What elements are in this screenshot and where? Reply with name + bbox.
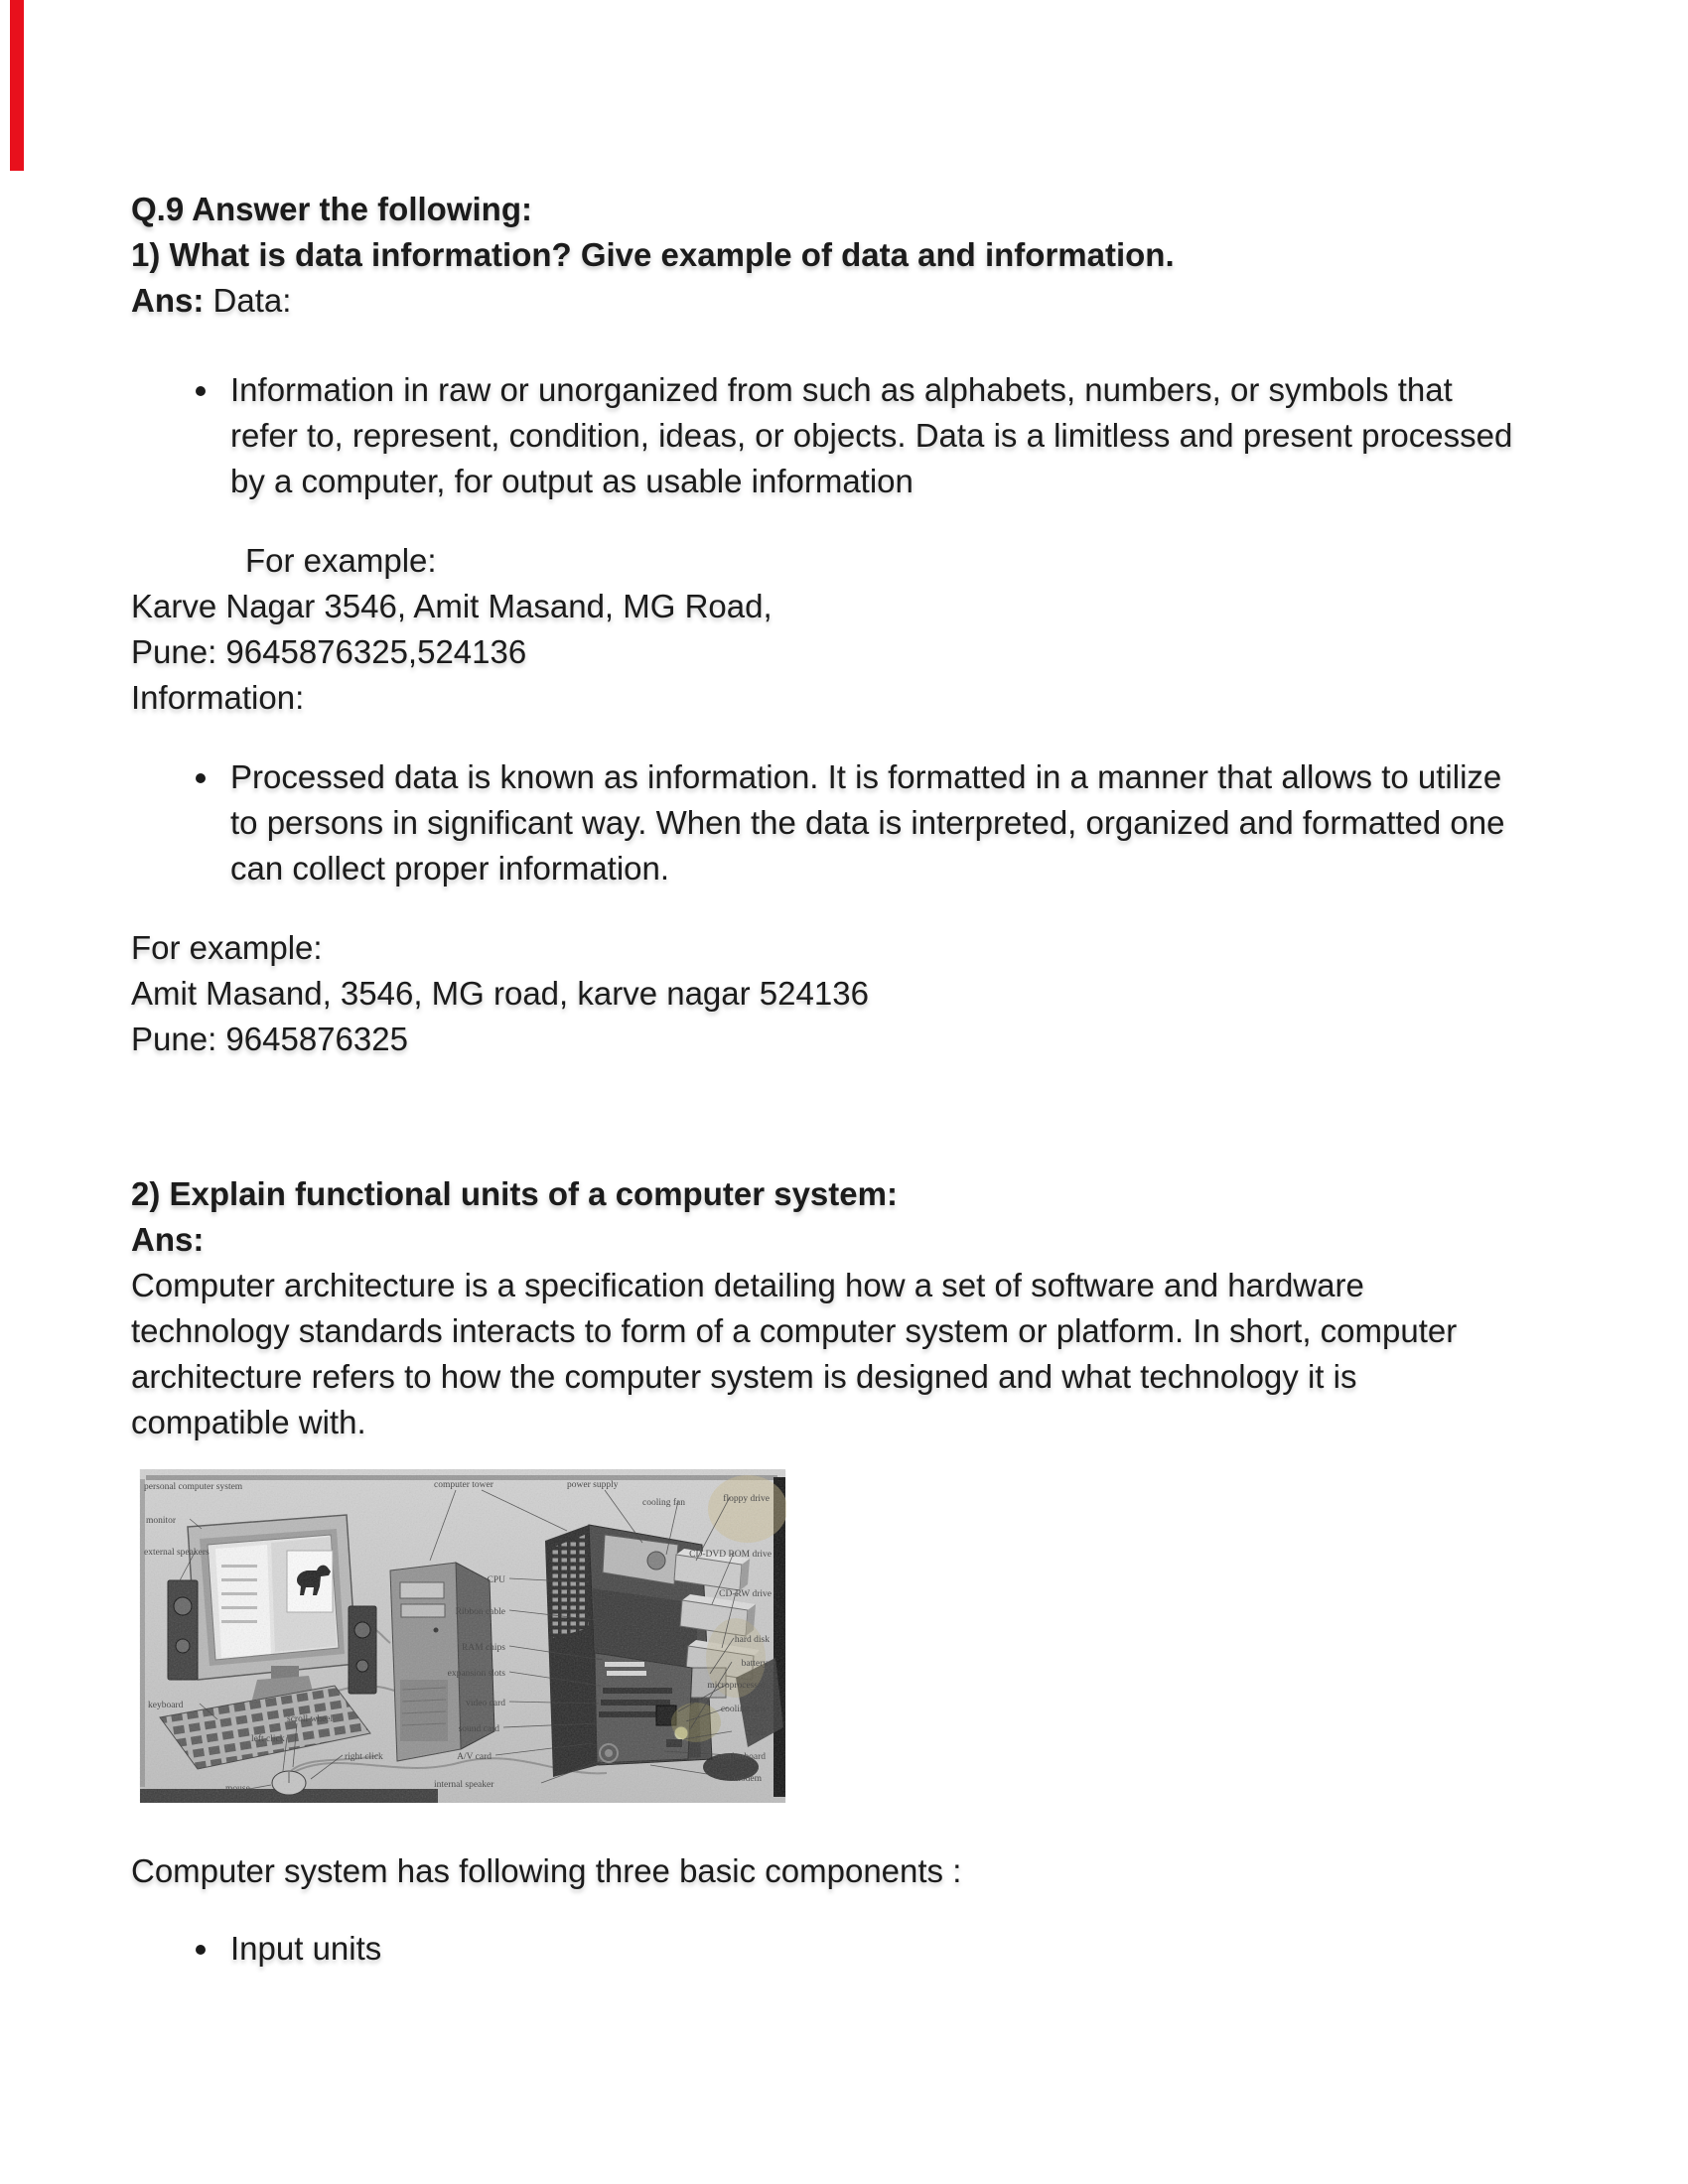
list-item: • Processed data is known as information. It is formatted in a manner that allows to utilize to persons in significant way. When the data is interpreted, organized and formatted one can collect proper information. — [222, 754, 1513, 891]
question-1-heading: 1) What is data information? Give example of data and information. — [131, 236, 1175, 273]
diagram-label-ribbon-cable: Ribbon cable — [455, 1607, 505, 1617]
diagram-label-external-speakers: external speakers — [144, 1548, 210, 1558]
diagram-label-battery: battery — [741, 1659, 768, 1669]
diagram-label-computer-tower: computer tower — [434, 1480, 493, 1490]
diagram-label-personal-computer-system: personal computer system — [144, 1482, 243, 1492]
diagram-label-cooling-fan: cooling fan — [642, 1498, 686, 1508]
diagram-label-power-supply: power supply — [567, 1480, 619, 1490]
diagram-label-ram-chips: RAM chips — [461, 1643, 505, 1653]
info-example-block — [131, 925, 1539, 1062]
diagram-label-cd-rw-drive: CD-RW drive — [719, 1589, 772, 1599]
information-heading: Information: — [131, 679, 305, 716]
diagram-label-motherboard: motherboard — [717, 1752, 766, 1762]
components-list — [131, 1926, 1539, 1972]
answer-1-line — [131, 278, 1539, 324]
question-2-heading: 2) Explain functional units of a computer system: — [131, 1175, 898, 1212]
diagram-label-floppy-drive: floppy drive — [723, 1494, 770, 1504]
diagram-label-monitor: monitor — [146, 1516, 177, 1526]
data-example-line2: Pune: 9645876325,524136 — [131, 633, 527, 670]
diagram-label-mouse: mouse — [225, 1784, 250, 1794]
diagram-label-scroll-wheel: scroll wheel — [287, 1714, 334, 1724]
diagram-label-microprocessor: microprocessor — [707, 1681, 766, 1691]
data-example-line1: Karve Nagar 3546, Amit Masand, MG Road, — [131, 588, 773, 624]
data-example-block — [131, 538, 1539, 721]
information-bullet-list — [131, 754, 1513, 891]
info-example-label: For example: — [131, 929, 323, 966]
diagram-label-cpu: CPU — [487, 1575, 505, 1585]
computer-system-figure — [139, 1469, 786, 1803]
ans-value: Data: — [212, 282, 292, 319]
architecture-paragraph: Computer architecture is a specification detailing how a set of software and hardware technology standards interacts to form of a computer system or platform. In short, computer architecture refers to how the computer system is designed and what technology it is compatible with. — [131, 1267, 1458, 1440]
info-example-line1: Amit Masand, 3546, MG road, karve nagar 524136 — [131, 975, 869, 1012]
diagram-label-clock: clock — [745, 1728, 766, 1738]
components-intro: Computer system has following three basic components : — [131, 1852, 962, 1889]
diagram-label-keyboard: keyboard — [148, 1701, 184, 1710]
ans-2-label: Ans: — [131, 1221, 205, 1258]
diagram-label-right-click: right click — [345, 1752, 383, 1762]
diagram-label-cd-dvd-rom-drive: CD-DVD ROM drive — [689, 1550, 772, 1560]
diagram-label-expansion-slots: expansion slots — [447, 1669, 505, 1679]
diagram-label-left-click: left click — [251, 1734, 285, 1744]
question-2-block — [131, 1171, 1539, 1445]
red-margin-marker — [10, 0, 24, 171]
ans-label: Ans: — [131, 282, 205, 319]
data-bullet-list — [131, 367, 1513, 504]
diagram-label-cooling-fins: cooling fins — [720, 1705, 766, 1714]
diagram-label-video-card: video card — [466, 1699, 505, 1708]
diagram-label-internal-speaker: internal speaker — [434, 1780, 494, 1790]
list-item: • Input units — [222, 1926, 1539, 1972]
diagram-label-sound-card: sound card — [458, 1724, 499, 1734]
q9-heading: Q.9 Answer the following: — [131, 191, 532, 227]
info-example-line2: Pune: 9645876325 — [131, 1021, 408, 1057]
diagram-label-hard-disk: hard disk — [734, 1635, 770, 1645]
data-example-label: For example: — [245, 542, 437, 579]
scan-grain-overlay — [140, 1469, 785, 1803]
diagram-label-modem: modem — [733, 1774, 762, 1784]
list-item: • Information in raw or unorganized from such as alphabets, numbers, or symbols that refer to, represent, condition, ideas, or objects. Data is a limitless and present processed by a computer, for output as usable information — [222, 367, 1513, 504]
diagram-label-av-card: A/V card — [457, 1752, 492, 1762]
